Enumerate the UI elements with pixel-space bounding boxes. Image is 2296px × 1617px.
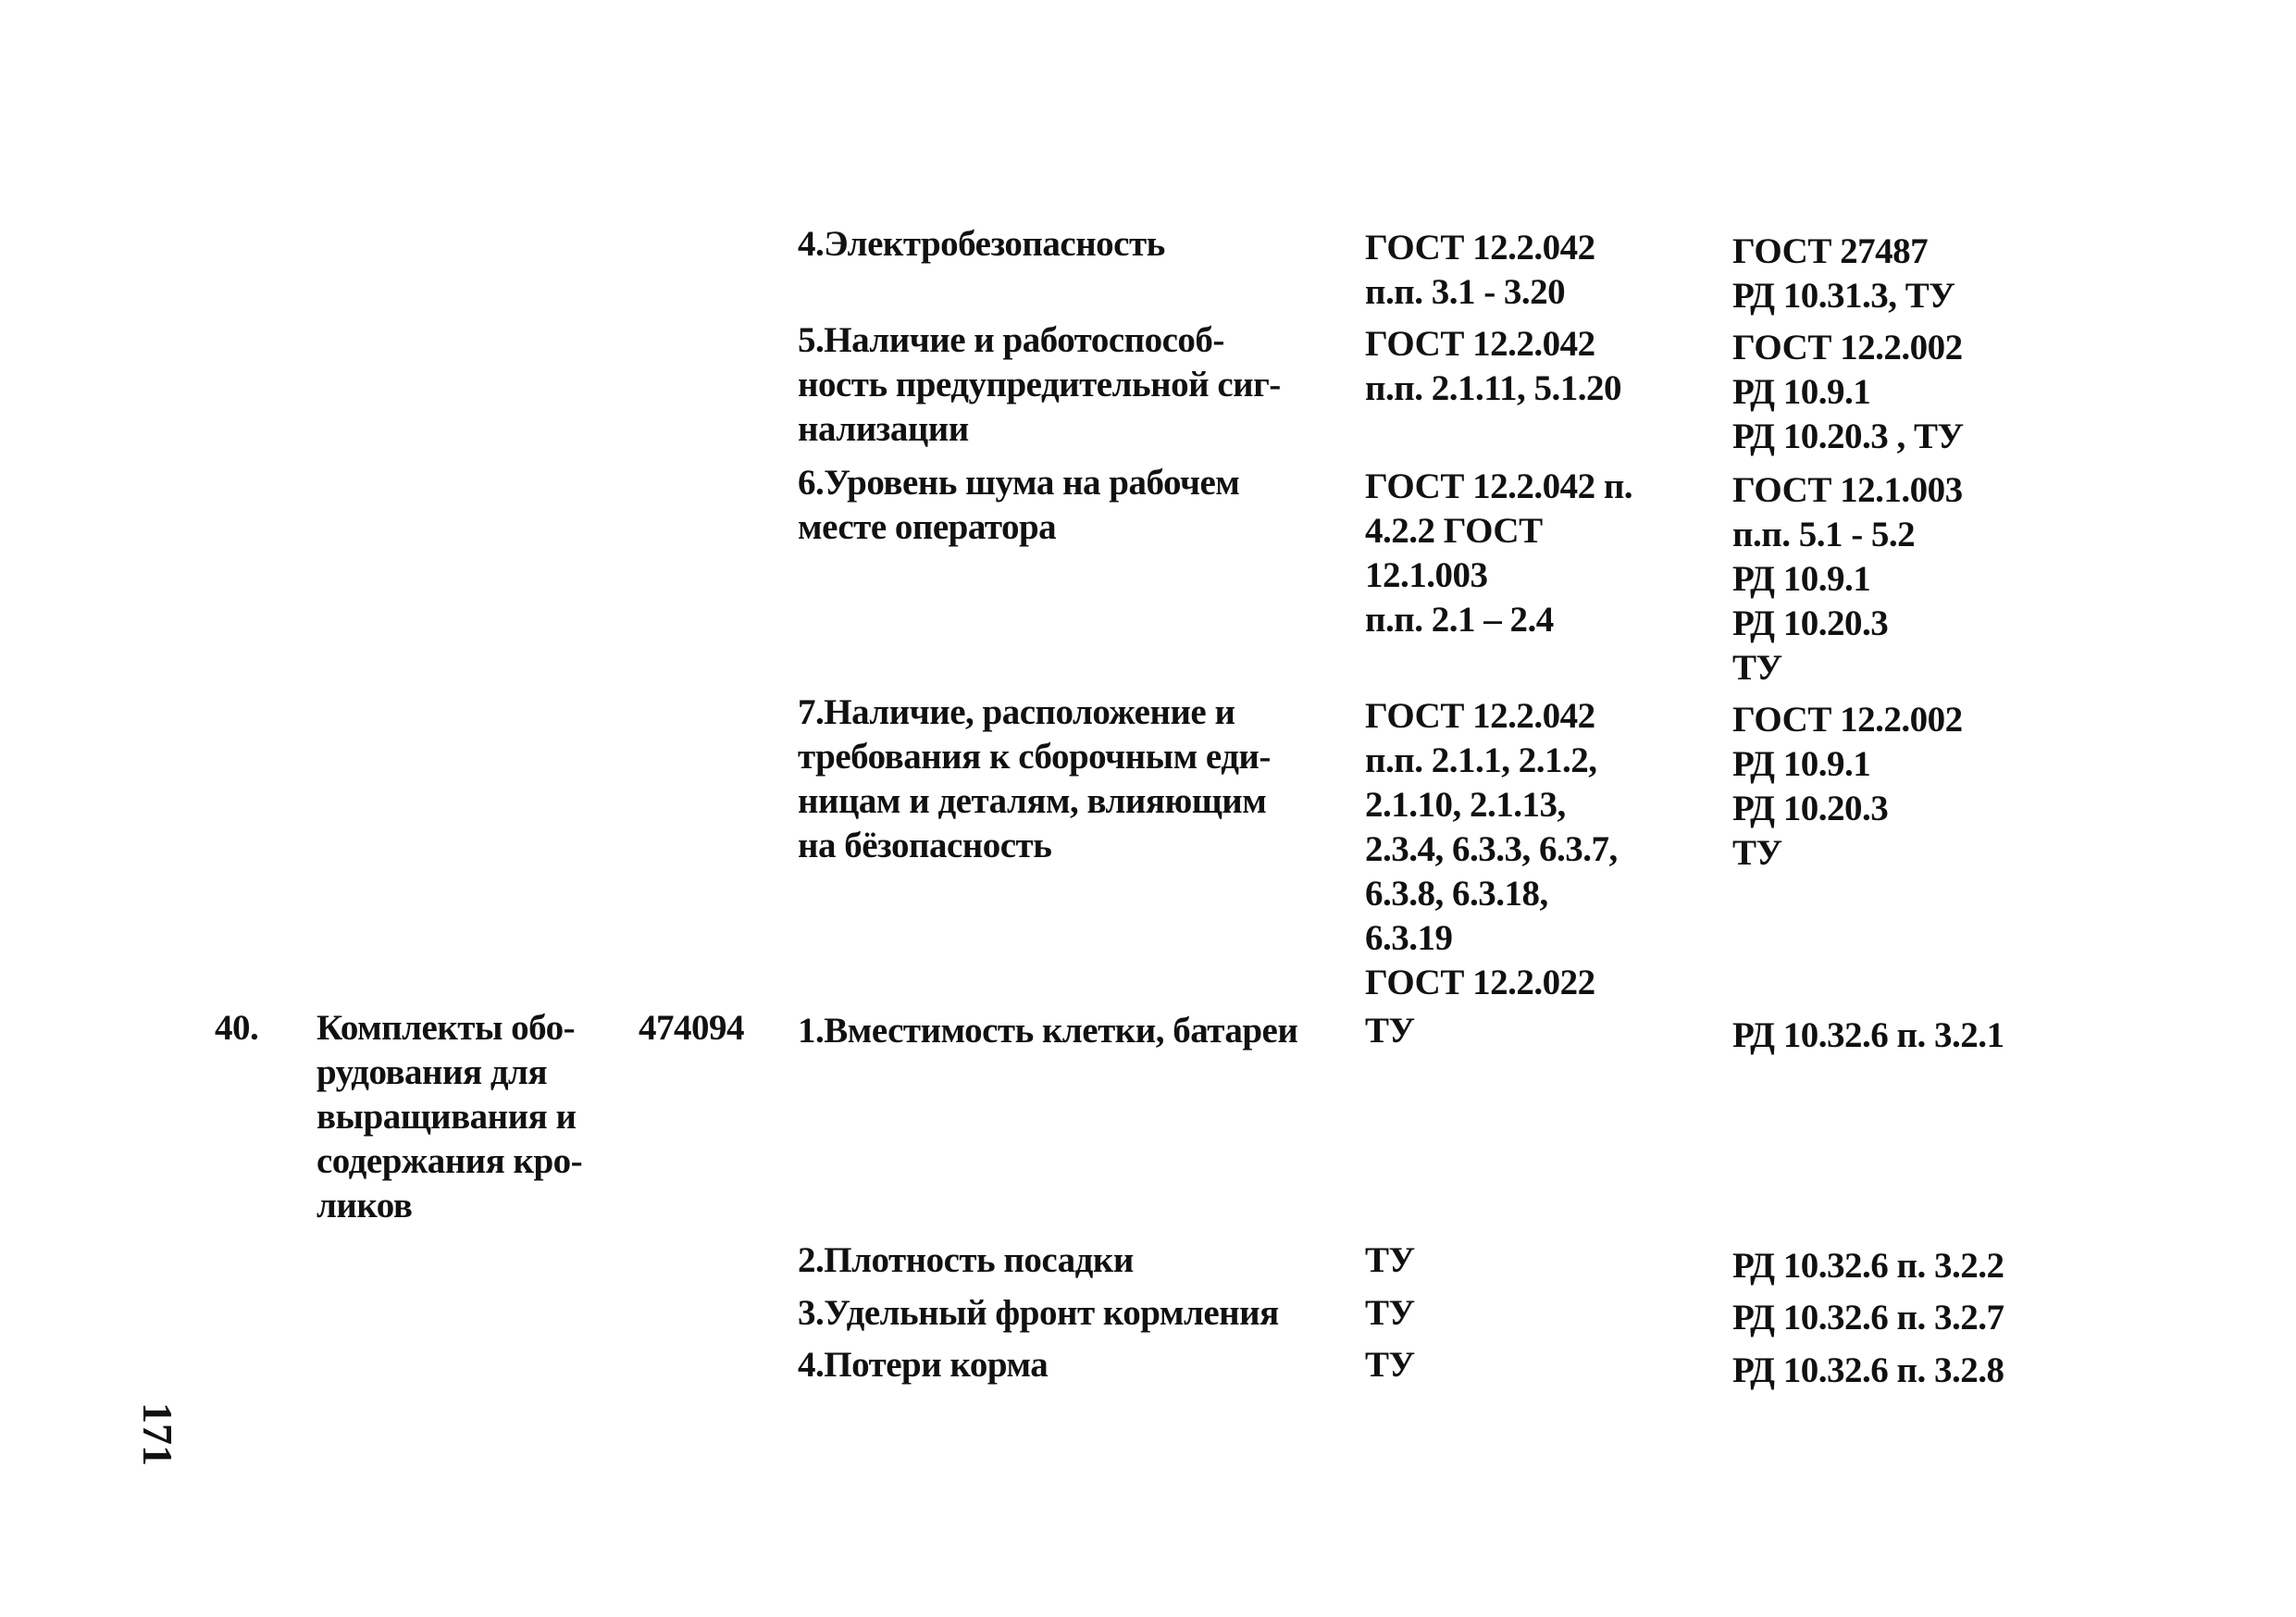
method-cell: ГОСТ 12.2.002 РД 10.9.1 РД 10.20.3 ТУ <box>1732 700 1963 873</box>
parameter-cell: 3.Удельный фронт кормления <box>798 1293 1279 1333</box>
requirement-cell: ТУ <box>1365 1293 1415 1333</box>
item-code: 474094 <box>639 1008 744 1048</box>
parameter-cell: 7.Наличие, расположение и требования к сборочным еди- ницам и деталям, влияющим на бёзопасность <box>798 692 1271 865</box>
page-number: 171 <box>134 1402 181 1466</box>
requirement-cell: ТУ <box>1365 1345 1415 1385</box>
requirement-cell: ТУ <box>1365 1240 1415 1280</box>
item-number: 40. <box>215 1008 259 1048</box>
method-cell: РД 10.32.6 п. 3.2.2 <box>1732 1246 2004 1286</box>
parameter-cell: 1.Вместимость клетки, батареи <box>798 1011 1298 1051</box>
method-cell: ГОСТ 12.2.002 РД 10.9.1 РД 10.20.3 , ТУ <box>1732 328 1964 456</box>
method-cell: ГОСТ 27487 РД 10.31.3, ТУ <box>1732 231 1955 316</box>
parameter-cell: 5.Наличие и работоспособ- ность предупредительной сиг- нализации <box>798 320 1281 449</box>
parameter-cell: 2.Плотность посадки <box>798 1240 1134 1280</box>
requirement-cell: ГОСТ 12.2.042 п. 4.2.2 ГОСТ 12.1.003 п.п. 2.1 – 2.4 <box>1365 466 1633 640</box>
method-cell: РД 10.32.6 п. 3.2.7 <box>1732 1298 2004 1337</box>
requirement-cell: ГОСТ 12.2.042 п.п. 2.1.1, 2.1.2, 2.1.10, 2.1.13, 2.3.4, 6.3.3, 6.3.7, 6.3.8, 6.3.18, 6.3.19 ГОСТ 12.2.022 <box>1365 696 1618 1002</box>
requirement-cell: ТУ <box>1365 1011 1415 1051</box>
method-cell: ГОСТ 12.1.003 п.п. 5.1 - 5.2 РД 10.9.1 РД 10.20.3 ТУ <box>1732 470 1963 688</box>
requirement-cell: ГОСТ 12.2.042 п.п. 3.1 - 3.20 <box>1365 228 1595 312</box>
method-cell: РД 10.32.6 п. 3.2.1 <box>1732 1015 2004 1055</box>
requirement-cell: ГОСТ 12.2.042 п.п. 2.1.11, 5.1.20 <box>1365 324 1622 408</box>
method-cell: РД 10.32.6 п. 3.2.8 <box>1732 1350 2004 1390</box>
parameter-cell: 4.Электробезопасность <box>798 224 1165 264</box>
parameter-cell: 4.Потери корма <box>798 1345 1049 1385</box>
item-name: Комплекты обо- рудования для выращивания и содержания кро- ликов <box>316 1008 583 1225</box>
parameter-cell: 6.Уровень шума на рабочем месте оператора <box>798 463 1240 547</box>
